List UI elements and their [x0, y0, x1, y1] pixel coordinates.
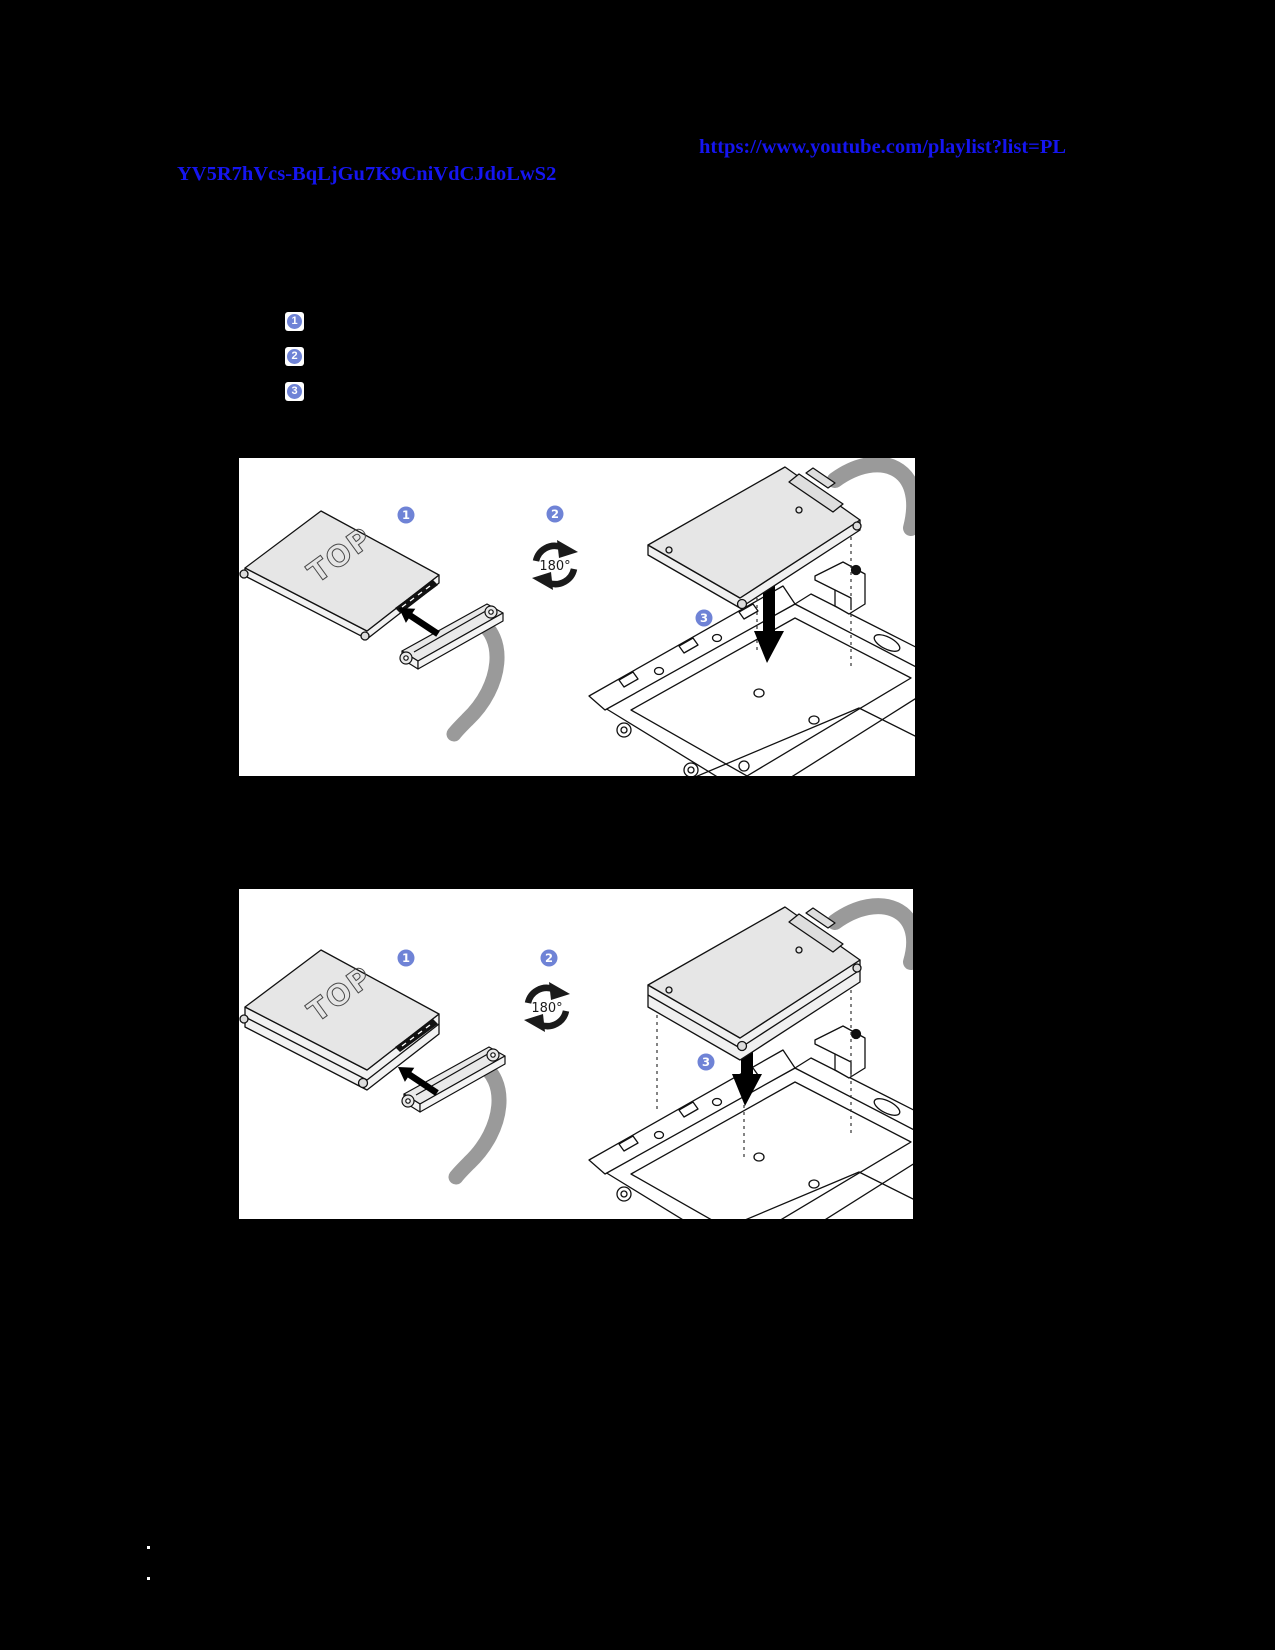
bullet-dot — [147, 1577, 150, 1580]
figure-thick-drive-installation — [239, 889, 913, 1219]
step-3-callout-badge — [285, 382, 304, 401]
connector-interposer — [400, 604, 503, 734]
callout-2-badge — [547, 506, 564, 523]
rotation-180-icon — [524, 982, 570, 1032]
figure1-line-art — [239, 458, 915, 776]
svg-text:3: 3 — [699, 611, 709, 626]
figure2-line-art — [239, 889, 913, 1219]
drive-top-marking: TOP — [301, 959, 380, 1029]
step-2-number: 2 — [287, 349, 302, 364]
callout-3-badge — [696, 610, 713, 627]
drive-top-marking: TOP — [301, 520, 380, 590]
callout-1-badge — [398, 950, 415, 967]
connector-interposer — [402, 1047, 505, 1177]
bullet-dot — [147, 1546, 150, 1549]
step-1-number: 1 — [287, 314, 302, 329]
rotation-label: 180° — [539, 559, 571, 574]
youtube-playlist-link-line2[interactable]: YV5R7hVcs-BqLjGu7K9CniVdCJdoLwS2 — [177, 163, 557, 185]
step-3-number: 3 — [287, 384, 302, 399]
rotation-180-icon — [532, 540, 578, 590]
youtube-playlist-link-line1[interactable]: https://www.youtube.com/playlist?list=PL — [699, 136, 1067, 158]
figure-thin-drive-installation — [239, 458, 915, 776]
step-1-callout-badge — [285, 312, 304, 331]
svg-text:2: 2 — [544, 951, 554, 966]
callout-2-badge — [541, 950, 558, 967]
step-2-callout-badge — [285, 347, 304, 366]
connect-arrow-icon — [399, 608, 440, 637]
svg-text:1: 1 — [401, 951, 411, 966]
svg-text:3: 3 — [701, 1055, 711, 1070]
rotation-label: 180° — [531, 1001, 563, 1016]
callout-1-badge — [398, 507, 415, 524]
svg-text:2: 2 — [550, 507, 560, 522]
callout-3-badge — [698, 1054, 715, 1071]
drive-with-top-label — [240, 511, 439, 640]
svg-text:1: 1 — [401, 508, 411, 523]
